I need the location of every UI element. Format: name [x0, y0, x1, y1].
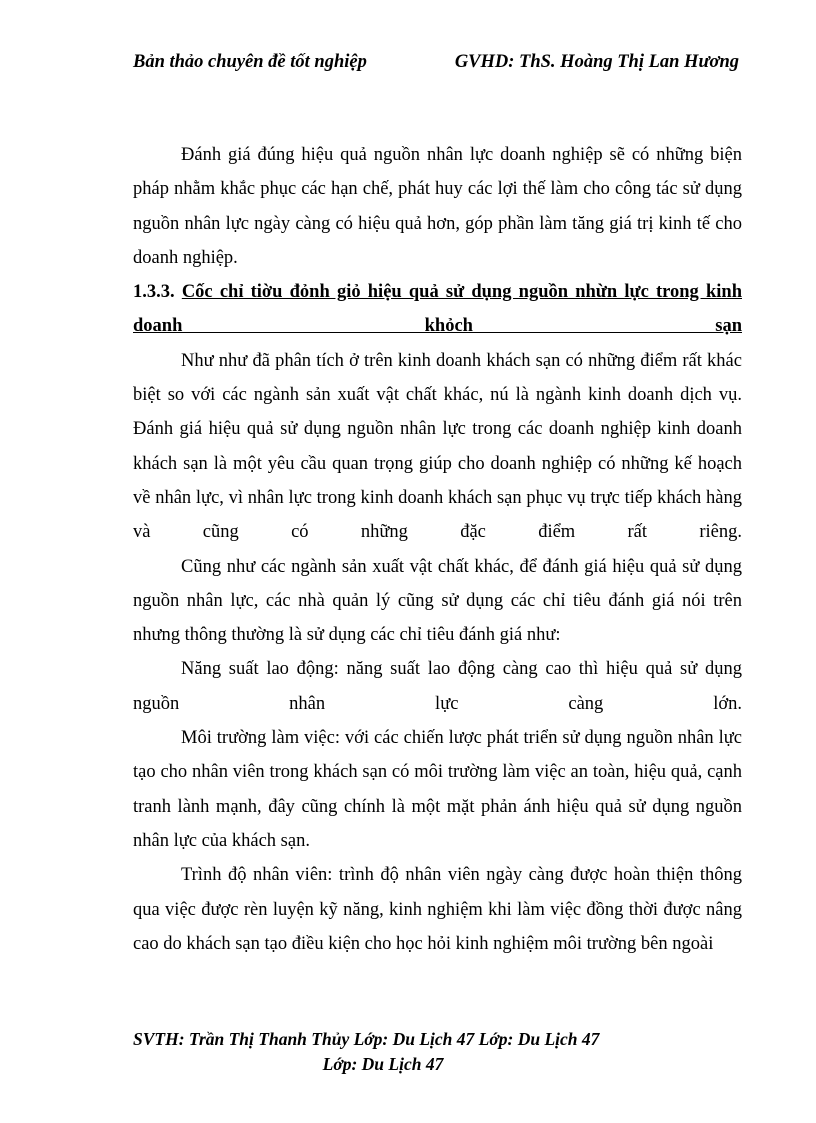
paragraph-indicators: Cũng như các ngành sản xuất vật chất khác, để đánh giá hiệu quả sử dụng nguồn nhân lực, các nhà quản lý cũng sử dụng các chỉ tiêu đánh giá nói trên nhưng thông thường là sử dụng các chỉ tiêu đánh giá như: [133, 556, 742, 646]
paragraph-staff-level: Trình độ nhân viên: trình độ nhân viên ngày càng được hoàn thiện thông qua việc được rèn luyện kỹ năng, kinh nghiệm khi làm việc đồng thời được nâng cao do khách sạn tạo điều kiện cho học hỏi kinh nghiệm môi trường bên ngoài [133, 865, 742, 954]
section-heading [133, 275, 742, 344]
section-number: 1.3.3. [133, 282, 175, 303]
document-body [133, 138, 742, 961]
footer-student-line: SVTH: Trần Thị Thanh Thủy Lớp: Du Lịch 47 Lớp: Du Lịch 47 [133, 1029, 600, 1049]
header-title: Bản thảo chuyên đề tốt nghiệp [133, 52, 367, 72]
paragraph-intro: Đánh giá đúng hiệu quả nguồn nhân lực doanh nghiệp sẽ có những biện pháp nhằm khắc phục các hạn chế, phát huy các lợi thế làm cho công tác sử dụng nguồn nhân lực ngày càng có hiệu quả hơn, góp phần làm tăng giá trị kinh tế cho doanh nghiệp. [133, 145, 742, 268]
paragraph-hotel-business: Như như đã phân tích ở trên kinh doanh khách sạn có những điểm rất khác biệt so với các ngành sản xuất vật chất khác, nú là ngành kinh doanh dịch vụ. Đánh giá hiệu quả sử dụng nguồn nhân lực trong các doanh nghiệp kinh doanh khách sạn là một yêu cầu quan trọng giúp cho doanh nghiệp có những kế hoạch về nhân lực, vì nhân lực trong kinh doanh khách sạn phục vụ trực tiếp khách hàng và cũng có những đặc điểm rất riêng. [133, 350, 742, 543]
paragraph-productivity: Năng suất lao động: năng suất lao động càng cao thì hiệu quả sử dụng nguồn nhân lực càng lớn. [133, 659, 742, 714]
page-header [133, 52, 739, 73]
page-footer [133, 1027, 633, 1077]
paragraph-work-environment: Môi trường làm việc: với các chiến lược phát triển sử dụng nguồn nhân lực tạo cho nhân viên trong khách sạn có môi trường làm việc an toàn, hiệu quả, cạnh tranh lành mạnh, đây cũng chính là một mặt phản ánh hiệu quả sử dụng nguồn nhân lực của khách sạn. [133, 728, 742, 851]
header-supervisor: GVHD: ThS. Hoàng Thị Lan Hương [454, 52, 739, 72]
footer-class-line: Lớp: Du Lịch 47 [322, 1054, 444, 1074]
section-title: Cốc chỉ tiờu đỏnh giỏ hiệu quả sử dụng nguồn nhừn lực trong kinh doanh khỏch sạn [133, 282, 742, 337]
